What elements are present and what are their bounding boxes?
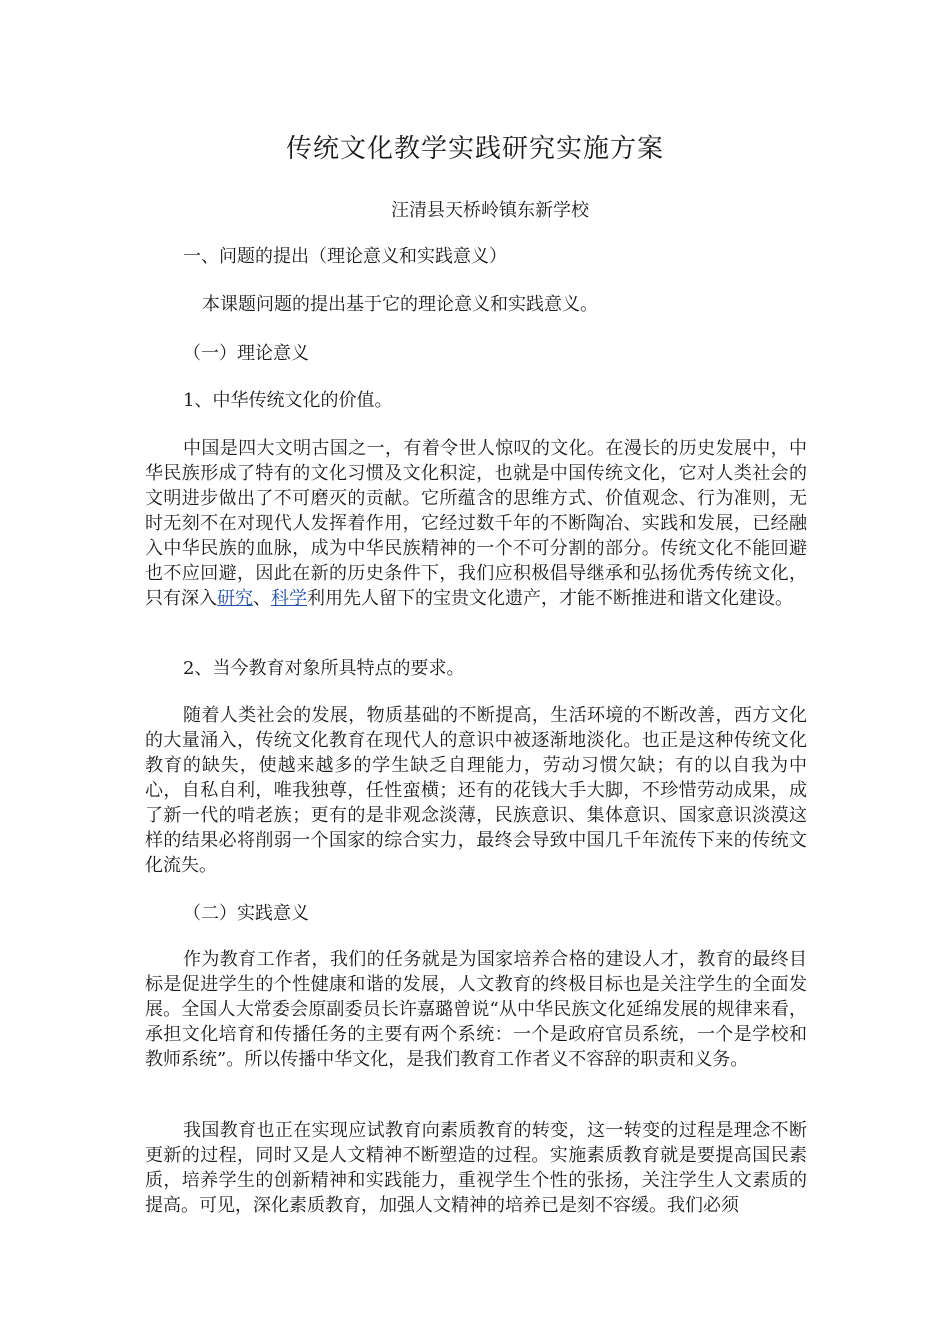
section-heading-1: 一、问题的提出（理论意义和实践意义） (183, 246, 507, 267)
paragraph-quality-education: 我国教育也正在实现应试教育向素质教育的转变，这一转变的过程是理念不断更新的过程，同时又是人文精神不断塑造的过程。实施素质教育就是要提高国民素质，培养学生的创新精神和实践能力，重视学生个性的张扬，关注学生人文素质的提高。可见，深化素质教育，加强人文精神的培养已是刻不容缓。我们必须 (145, 1120, 807, 1216)
subsection-heading-practice: （二）实践意义 (183, 903, 309, 924)
paragraph-practice-significance: 作为教育工作者，我们的任务就是为国家培养合格的建设人才，教育的最终目标是促进学生的个性健康和谐的发展，人文教育的终极目标也是关注学生的全面发展。全国人大常委会原副委员长许嘉璐曾说“从中华民族文化延绵发展的规律来看，承担文化培育和传播任务的主要有两个系统：一个是政府官员系统，一个是学校和教师系统”。所以传播中华文化，是我们教育工作者义不容辞的职责和义务。 (145, 949, 807, 1070)
link-research[interactable]: 研究 (217, 588, 253, 609)
paragraph-text: 中国是四大文明古国之一，有着令世人惊叹的文化。在漫长的历史发展中，中华民族形成了特有的文化习惯及文化积淀，也就是中国传统文化，它对人类社会的文明进步做出了不可磨灭的贡献。它所蕴含的思维方式、价值观念、行为准则，无时无刻不在对现代人发挥着作用，它经过数千年的不断陶冶、实践和发展，已经融入中华民族的血脉，成为中华民族精神的一个不可分割的部分。传统文化不能回避也不应回避，因此在新的历史条件下，我们应积极倡导继承和弘扬优秀传统文化，只有深入 (145, 438, 807, 609)
school-name: 汪清县天桥岭镇东新学校 (391, 200, 589, 221)
point-heading-2: 2、当今教育对象所具特点的要求。 (183, 658, 465, 679)
paragraph-education-requirements: 随着人类社会的发展，物质基础的不断提高，生活环境的不断改善，西方文化的大量涌入，传统文化教育在现代人的意识中被逐渐地淡化。也正是这种传统文化教育的缺失，使越来越多的学生缺乏自理能力，劳动习惯欠缺；有的以自我为中心，自私自利，唯我独尊，任性蛮横；还有的花钱大手大脚，不珍惜劳动成果，成了新一代的啃老族；更有的是非观念淡薄，民族意识、集体意识、国家意识淡漠这样的结果必将削弱一个国家的综合实力，最终会导致中国几千年流传下来的传统文化流失。 (145, 705, 807, 876)
page-title: 传统文化教学实践研究实施方案 (285, 134, 664, 164)
point-heading-1: 1、中华传统文化的价值。 (183, 390, 393, 411)
link-science[interactable]: 科学 (271, 588, 307, 609)
paragraph-traditional-culture-value (145, 436, 807, 611)
intro-paragraph: 本课题问题的提出基于它的理论意义和实践意义。 (202, 294, 598, 315)
link-separator: 、 (253, 588, 271, 609)
paragraph-text: 利用先人留下的宝贵文化遗产，才能不断推进和谐文化建设。 (307, 588, 793, 609)
subsection-heading-theory: （一）理论意义 (183, 343, 309, 364)
